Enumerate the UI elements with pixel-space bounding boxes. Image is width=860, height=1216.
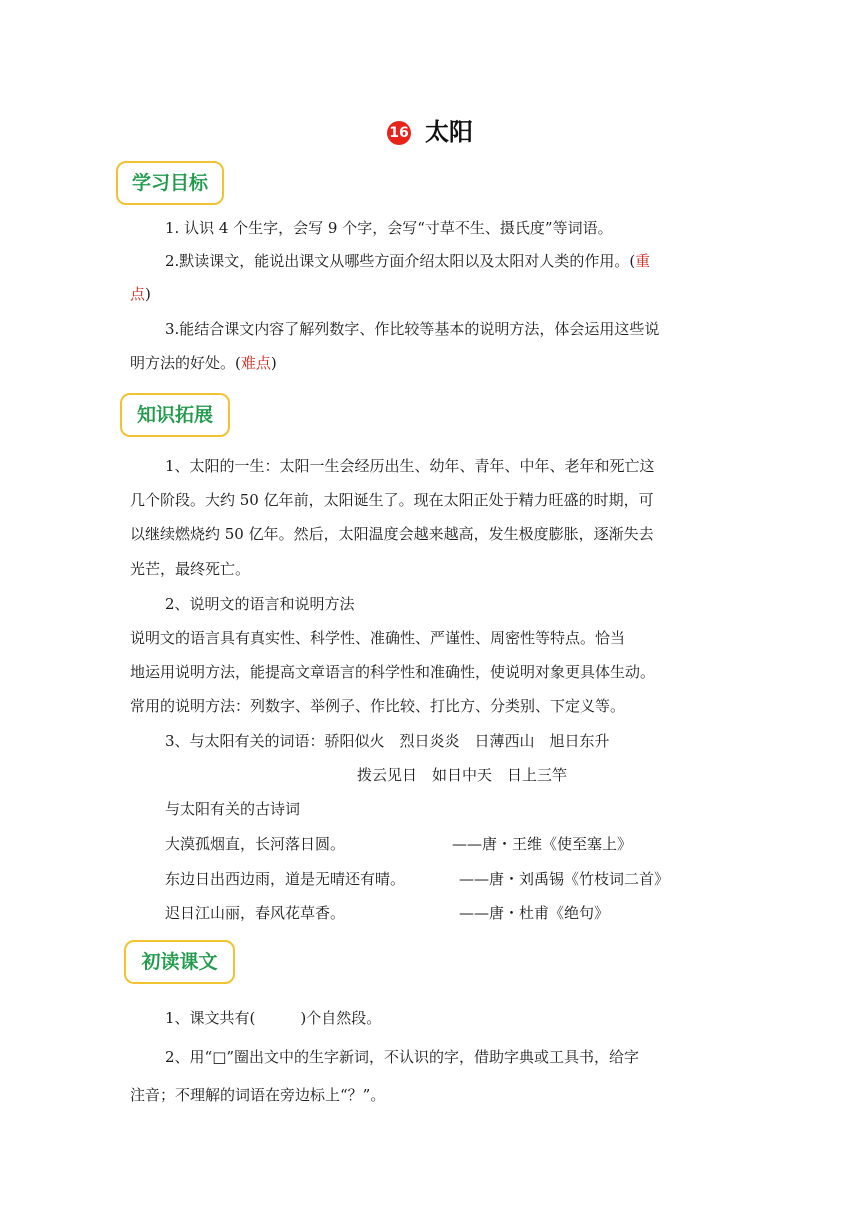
poem-line: 东边日出西边雨，道是无晴还有晴。 <box>165 870 406 888</box>
knowledge-1-line-4: 光芒，最终死亡。 <box>130 560 251 578</box>
first-read-question-1: 1、课文共有( )个自然段。 <box>165 1009 382 1027</box>
section-first-read-label: 初读课文 <box>124 940 235 984</box>
goal-3-line-1: 3.能结合课文内容了解列数字、作比较等基本的说明方法，体会运用这些说 <box>165 320 660 338</box>
section-goals-label: 学习目标 <box>116 161 224 205</box>
poem-source: ——唐・王维《使至塞上》 <box>452 835 633 853</box>
section-knowledge-label: 知识拓展 <box>120 393 230 437</box>
knowledge-3-line-1: 3、与太阳有关的词语：骄阳似火 烈日炎炎 日薄西山 旭日东升 <box>165 732 610 750</box>
knowledge-2-heading: 2、说明文的语言和说明方法 <box>165 595 355 613</box>
knowledge-2-line-2: 地运用说明方法，能提高文章语言的科学性和准确性，使说明对象更具体生动。 <box>130 663 656 681</box>
poem-source: ——唐・刘禹锡《竹枝词二首》 <box>459 870 670 888</box>
goal-3-line-2: 明方法的好处。(难点) <box>130 354 277 372</box>
first-read-question-2-line-2: 注音；不理解的词语在旁边标上“？”。 <box>130 1086 386 1104</box>
goal-2-line-2: 点) <box>130 285 151 303</box>
goal-3-key: 难点 <box>240 354 271 372</box>
poem-line: 迟日江山丽，春风花草香。 <box>165 904 346 922</box>
goal-1: 1. 认识 4 个生字，会写 9 个字，会写“寸草不生、摄氏度”等词语。 <box>165 219 613 237</box>
first-read-question-2-line-1: 2、用“□”圈出文中的生字新词，不认识的字，借助字典或工具书，给字 <box>165 1048 640 1066</box>
lesson-number-badge: 16 <box>387 121 411 145</box>
knowledge-3-line-2: 拨云见日 如日中天 日上三竿 <box>357 766 568 784</box>
poem-line: 大漠孤烟直，长河落日圆。 <box>165 835 346 853</box>
lesson-title: 太阳 <box>425 118 473 146</box>
poems-heading: 与太阳有关的古诗词 <box>165 800 301 818</box>
poem-source: ——唐・杜甫《绝句》 <box>459 904 610 922</box>
goal-2-line-1: 2.默读课文，能说出课文从哪些方面介绍太阳以及太阳对人类的作用。(重 <box>165 252 651 270</box>
goal-2-key-part-1: 重 <box>635 252 651 270</box>
knowledge-2-line-3: 常用的说明方法：列数字、举例子、作比较、打比方、分类别、下定义等。 <box>130 697 626 715</box>
goal-2-key-part-2: 点 <box>130 285 146 303</box>
page-title <box>0 112 860 147</box>
knowledge-1-line-3: 以继续燃烧约 50 亿年。然后，太阳温度会越来越高，发生极度膨胀，逐渐失去 <box>130 525 654 543</box>
knowledge-1-line-2: 几个阶段。大约 50 亿年前，太阳诞生了。现在太阳正处于精力旺盛的时期，可 <box>130 491 654 509</box>
knowledge-1-line-1: 1、太阳的一生：太阳一生会经历出生、幼年、青年、中年、老年和死亡这 <box>165 457 655 475</box>
knowledge-2-line-1: 说明文的语言具有真实性、科学性、准确性、严谨性、周密性等特点。恰当 <box>130 629 626 647</box>
